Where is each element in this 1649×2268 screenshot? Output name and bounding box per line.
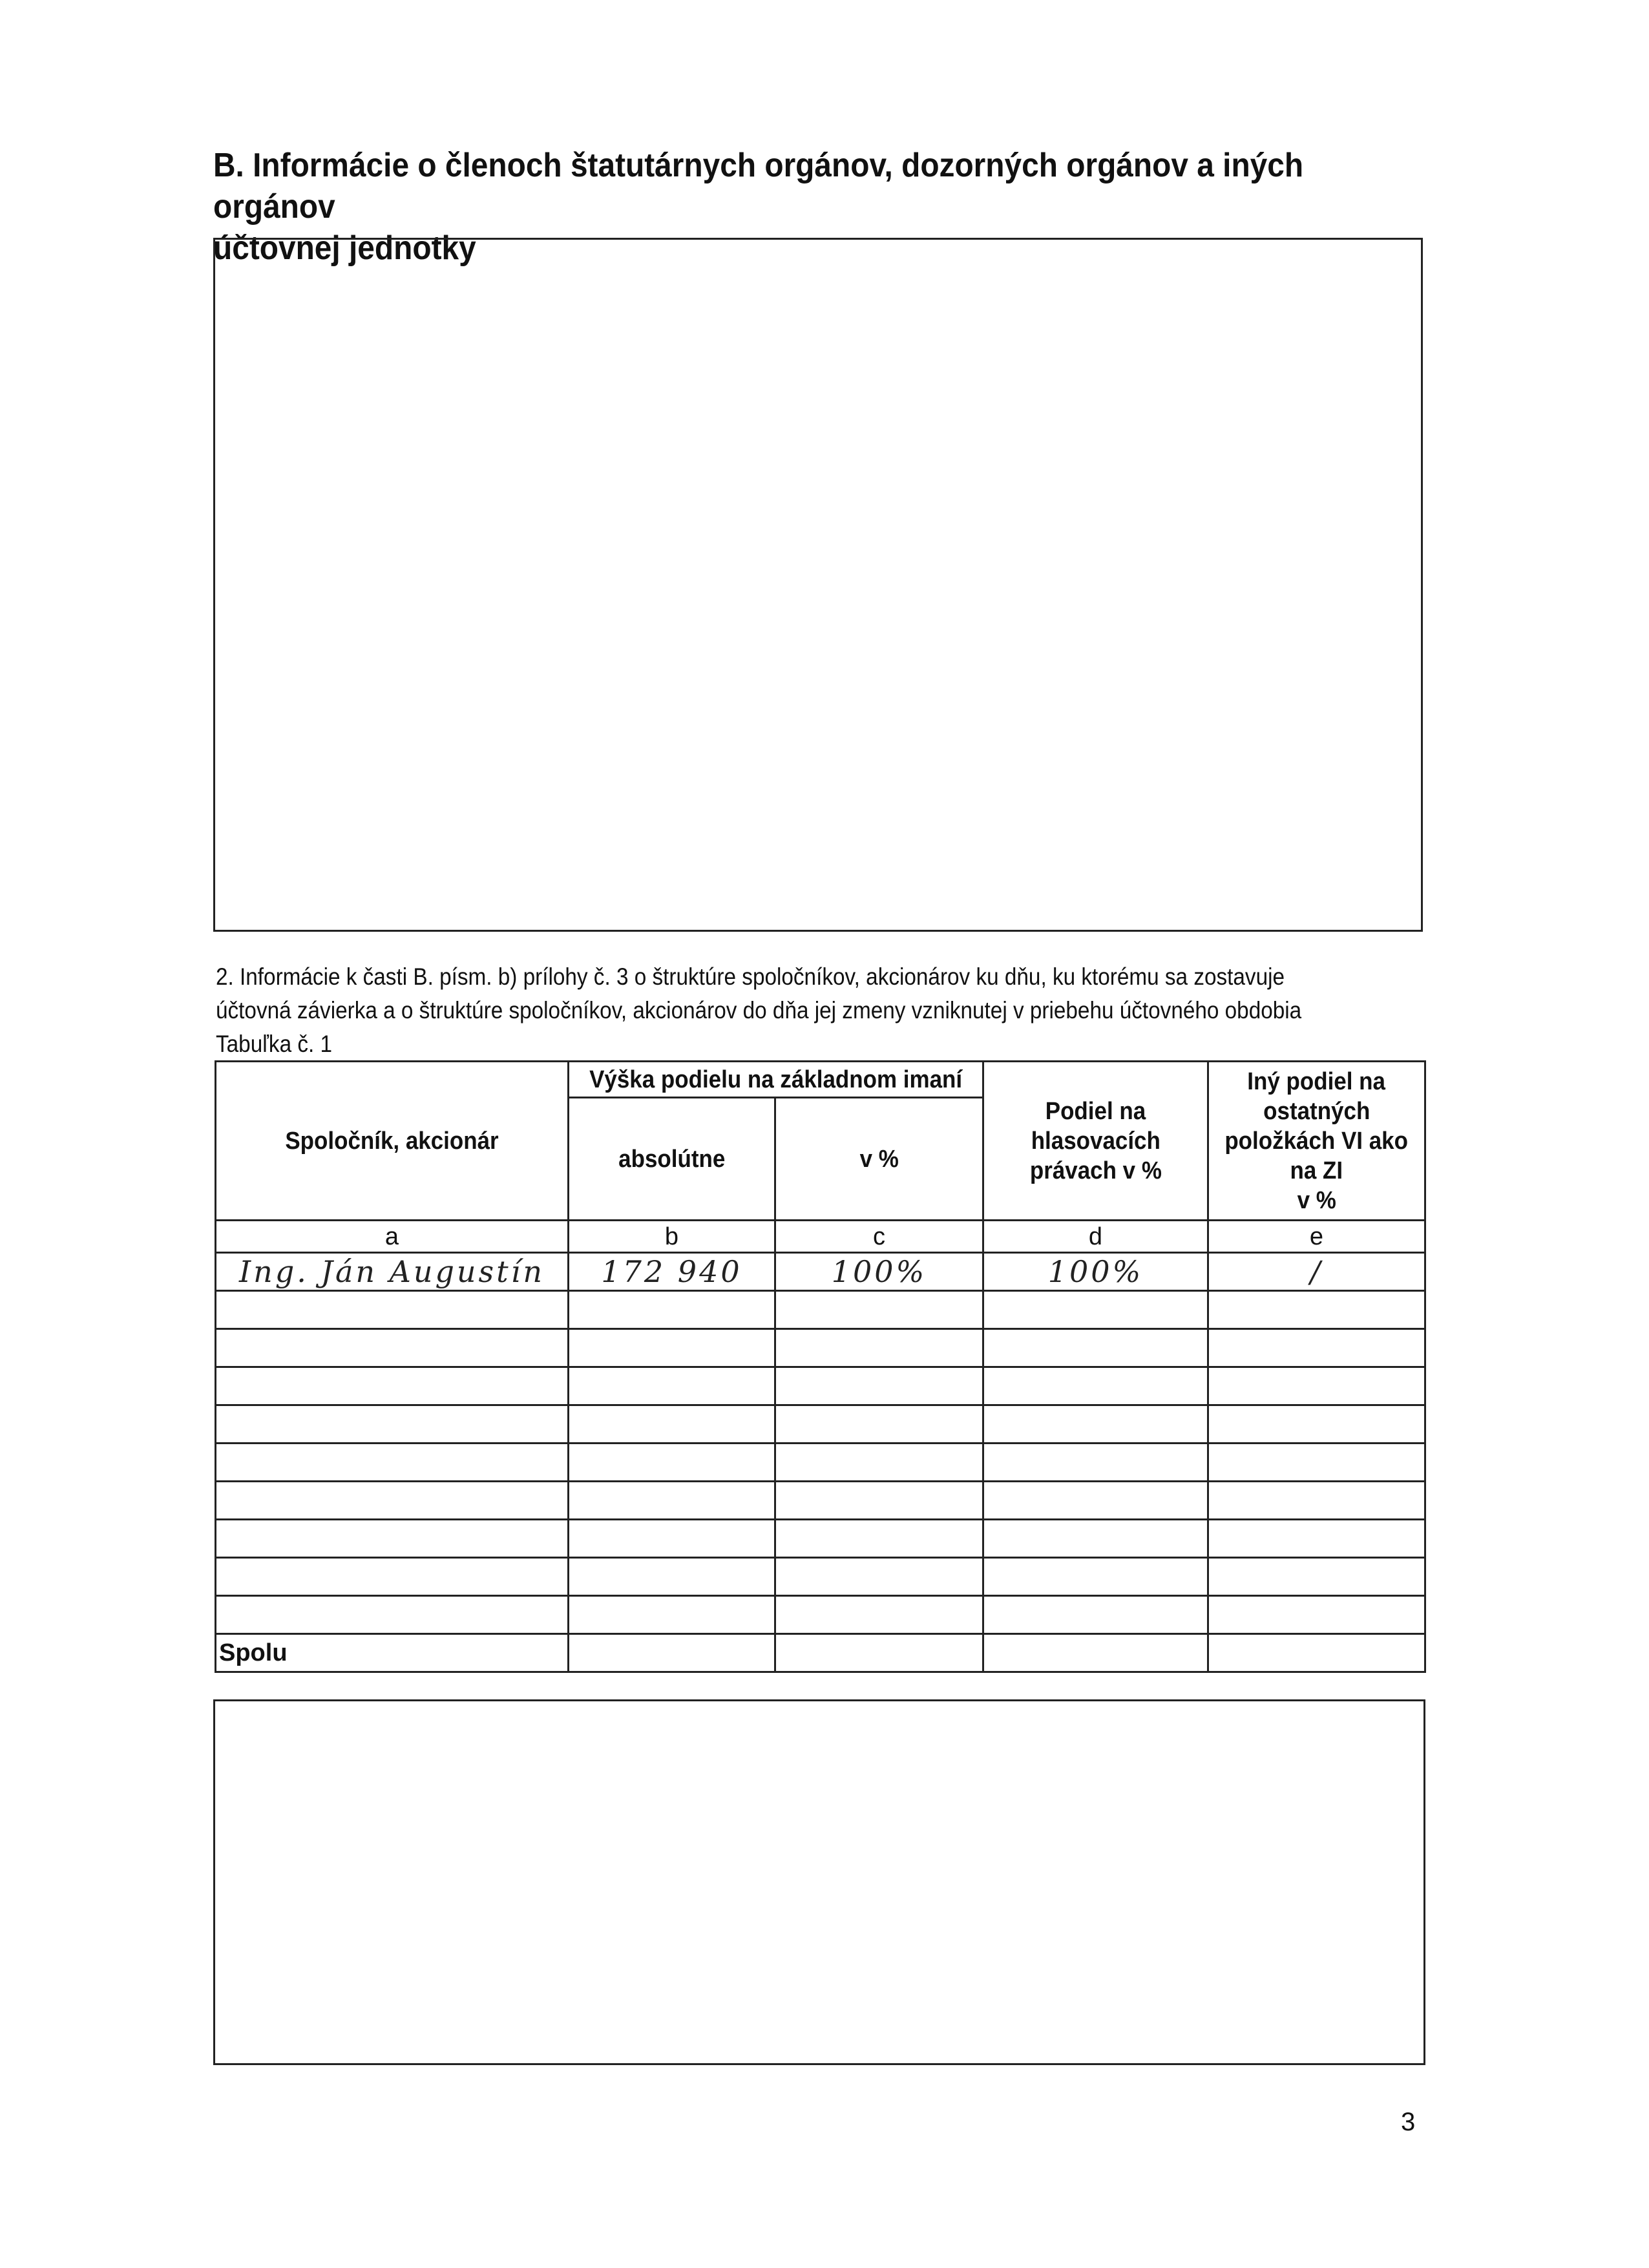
section-title-line1: B. Informácie o členoch štatutárnych orgánov, dozorných orgánov a iných orgánov xyxy=(213,147,1304,226)
cell-other[interactable] xyxy=(1208,1405,1425,1444)
notes-text-box[interactable] xyxy=(213,1699,1425,2065)
cell-other[interactable] xyxy=(1208,1367,1425,1405)
cell-voting[interactable] xyxy=(983,1405,1208,1444)
cell-voting[interactable] xyxy=(983,1329,1208,1367)
cell-absolute[interactable] xyxy=(569,1367,775,1405)
cell-absolute[interactable] xyxy=(569,1329,775,1367)
cell-percent[interactable] xyxy=(775,1520,983,1558)
table-row xyxy=(216,1558,1425,1596)
cell-voting[interactable] xyxy=(983,1596,1208,1634)
cell-absolute[interactable] xyxy=(569,1596,775,1634)
cell-absolute[interactable] xyxy=(569,1558,775,1596)
letter-a: a xyxy=(216,1221,569,1253)
cell-absolute[interactable] xyxy=(569,1291,775,1329)
table-row xyxy=(216,1253,1425,1291)
cell-voting[interactable] xyxy=(983,1558,1208,1596)
page-number: 3 xyxy=(1401,2108,1416,2136)
cell-other[interactable] xyxy=(1208,1444,1425,1482)
total-other[interactable] xyxy=(1208,1634,1425,1672)
cell-voting[interactable] xyxy=(983,1444,1208,1482)
cell-other[interactable] xyxy=(1208,1329,1425,1367)
letter-b: b xyxy=(569,1221,775,1253)
cell-percent[interactable]: 100% xyxy=(775,1253,983,1291)
cell-partner[interactable] xyxy=(216,1367,569,1405)
section-title-line2: účtovnej jednotky xyxy=(213,229,476,267)
cell-percent[interactable] xyxy=(775,1596,983,1634)
cell-voting[interactable] xyxy=(983,1367,1208,1405)
table-row xyxy=(216,1444,1425,1482)
cell-other[interactable]: / xyxy=(1208,1253,1425,1291)
cell-absolute[interactable] xyxy=(569,1482,775,1520)
letter-c: c xyxy=(775,1221,983,1253)
total-percent[interactable] xyxy=(775,1634,983,1672)
table-row xyxy=(216,1482,1425,1520)
table-row xyxy=(216,1367,1425,1405)
cell-partner[interactable] xyxy=(216,1405,569,1444)
header-voting-rights: Podiel na hlasovacích právach v % xyxy=(983,1062,1208,1221)
total-absolute[interactable] xyxy=(569,1634,775,1672)
intro-line2: účtovná závierka a o štruktúre spoločníkov, akcionárov do dňa jej zmeny vzniknutej v priebehu účtovného obdobia xyxy=(216,997,1302,1024)
cell-partner[interactable] xyxy=(216,1558,569,1596)
total-label: Spolu xyxy=(216,1634,569,1672)
cell-percent[interactable] xyxy=(775,1329,983,1367)
cell-percent[interactable] xyxy=(775,1291,983,1329)
shareholders-table xyxy=(215,1060,1426,1673)
cell-other[interactable] xyxy=(1208,1482,1425,1520)
cell-voting[interactable]: 100% xyxy=(983,1253,1208,1291)
cell-partner[interactable] xyxy=(216,1329,569,1367)
cell-percent[interactable] xyxy=(775,1405,983,1444)
cell-percent[interactable] xyxy=(775,1482,983,1520)
cell-partner[interactable] xyxy=(216,1291,569,1329)
table-label: Tabuľka č. 1 xyxy=(216,1031,333,1057)
letter-d: d xyxy=(983,1221,1208,1253)
cell-percent[interactable] xyxy=(775,1558,983,1596)
statutory-bodies-text-box[interactable] xyxy=(213,238,1423,932)
cell-absolute[interactable] xyxy=(569,1405,775,1444)
intro-line1: 2. Informácie k časti B. písm. b) prílohy č. 3 o štruktúre spoločníkov, akcionárov ku dňu, ku ktorému sa zostavuje xyxy=(216,963,1285,990)
header-partner: Spoločník, akcionár xyxy=(216,1062,569,1221)
cell-partner[interactable]: Ing. Ján Augustín xyxy=(216,1253,569,1291)
cell-percent[interactable] xyxy=(775,1444,983,1482)
cell-absolute[interactable] xyxy=(569,1444,775,1482)
intro-text xyxy=(216,960,1418,1061)
cell-percent[interactable] xyxy=(775,1367,983,1405)
table-row xyxy=(216,1596,1425,1634)
header-percent: v % xyxy=(775,1098,983,1221)
cell-voting[interactable] xyxy=(983,1482,1208,1520)
cell-other[interactable] xyxy=(1208,1558,1425,1596)
header-share-group: Výška podielu na základnom imaní xyxy=(569,1062,983,1098)
cell-other[interactable] xyxy=(1208,1596,1425,1634)
table-row xyxy=(216,1520,1425,1558)
header-other-share: Iný podiel na ostatných položkách VI ako na ZI v % xyxy=(1208,1062,1425,1221)
letter-e: e xyxy=(1208,1221,1425,1253)
header-absolute: absolútne xyxy=(569,1098,775,1221)
cell-voting[interactable] xyxy=(983,1520,1208,1558)
table-row xyxy=(216,1329,1425,1367)
total-voting[interactable] xyxy=(983,1634,1208,1672)
cell-other[interactable] xyxy=(1208,1520,1425,1558)
table-row xyxy=(216,1405,1425,1444)
cell-absolute[interactable] xyxy=(569,1520,775,1558)
cell-partner[interactable] xyxy=(216,1520,569,1558)
table-row xyxy=(216,1291,1425,1329)
cell-absolute[interactable]: 172 940 xyxy=(569,1253,775,1291)
table-total-row xyxy=(216,1634,1425,1672)
cell-partner[interactable] xyxy=(216,1444,569,1482)
cell-other[interactable] xyxy=(1208,1291,1425,1329)
cell-voting[interactable] xyxy=(983,1291,1208,1329)
cell-partner[interactable] xyxy=(216,1482,569,1520)
cell-partner[interactable] xyxy=(216,1596,569,1634)
